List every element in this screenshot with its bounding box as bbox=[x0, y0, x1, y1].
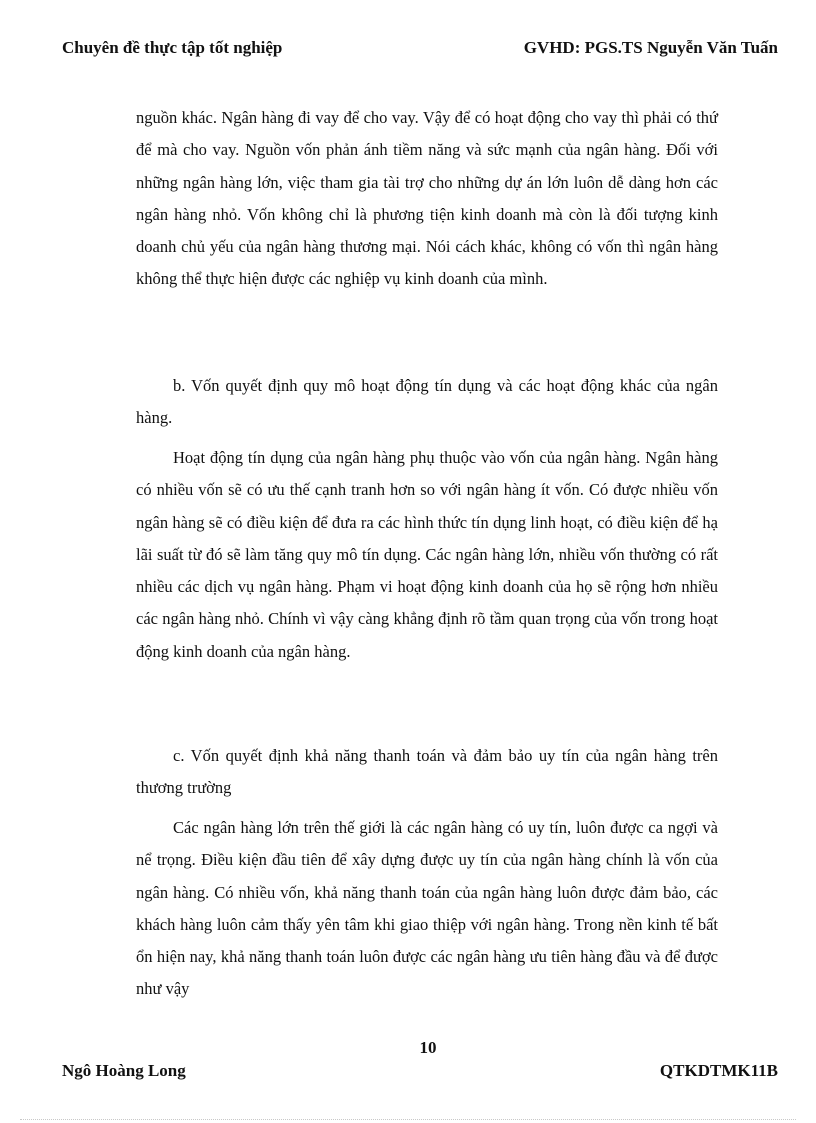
heading-text: c. Vốn quyết định khả năng thanh toán và đảm bảo uy tín của ngân hàng trên thương trường bbox=[136, 746, 718, 798]
page-number: 10 bbox=[419, 1038, 437, 1057]
header-advisor: GVHD: PGS.TS Nguyễn Văn Tuấn bbox=[523, 38, 778, 57]
paragraph-capital-sources bbox=[136, 102, 718, 296]
section-heading-c bbox=[136, 740, 718, 805]
heading-text: b. Vốn quyết định quy mô hoạt động tín dụng và các hoạt động khác của ngân hàng. bbox=[136, 376, 718, 428]
paragraph-text: nguồn khác. Ngân hàng đi vay để cho vay. Vậy để có hoạt động cho vay thì phải có thứ để mà cho vay. Nguồn vốn phản ánh tiềm năng và sức mạnh của ngân hàng. Đối với những ngân hàng lớn, việc tham gia tài trợ cho những dự án lớn luôn dễ dàng hơn các ngân hàng nhỏ. Vốn không chỉ là phương tiện kinh doanh mà còn là đối tượng kinh doanh chủ yếu của ngân hàng thương mại. Nói cách khác, không có vốn thì ngân hàng không thể thực hiện được các nghiệp vụ kinh doanh của mình. bbox=[136, 108, 718, 289]
footer-class-code: QTKDTMK11B bbox=[659, 1061, 778, 1080]
page-bottom-divider bbox=[20, 1119, 796, 1120]
header-title: Chuyên đề thực tập tốt nghiệp bbox=[62, 38, 283, 57]
paragraph-credit-activity bbox=[136, 442, 718, 668]
section-heading-b bbox=[136, 370, 718, 435]
footer-author: Ngô Hoàng Long bbox=[62, 1061, 186, 1080]
paragraph-text: Hoạt động tín dụng của ngân hàng phụ thuộc vào vốn của ngân hàng. Ngân hàng có nhiều vốn sẽ có ưu thế cạnh tranh hơn so với ngân hàng ít vốn. Có được nhiều vốn ngân hàng sẽ có điều kiện để đưa ra các hình thức tín dụng linh hoạt, có điều kiện để hạ lãi suất từ đó sẽ làm tăng quy mô tín dụng. Các ngân hàng lớn, nhiều vốn thường có rất nhiều các dịch vụ ngân hàng. Phạm vi hoạt động kinh doanh của họ sẽ rộng hơn nhiều các ngân hàng nhỏ. Chính vì vậy càng khẳng định rõ tầm quan trọng của vốn trong hoạt động kinh doanh của ngân hàng. bbox=[136, 448, 718, 661]
paragraph-text: Các ngân hàng lớn trên thế giới là các ngân hàng có uy tín, luôn được ca ngợi và nể trọng. Điều kiện đầu tiên để xây dựng được uy tín của ngân hàng chính là vốn của ngân hàng. Có nhiều vốn, khả năng thanh toán của ngân hàng luôn được đảm bảo, các khách hàng luôn cảm thấy yên tâm khi giao thiệp với ngân hàng. Trong nền kinh tế bất ổn hiện nay, khả năng thanh toán luôn được các ngân hàng ưu tiên hàng đầu và để được như vậy bbox=[136, 818, 718, 999]
paragraph-reputation bbox=[136, 812, 718, 1006]
